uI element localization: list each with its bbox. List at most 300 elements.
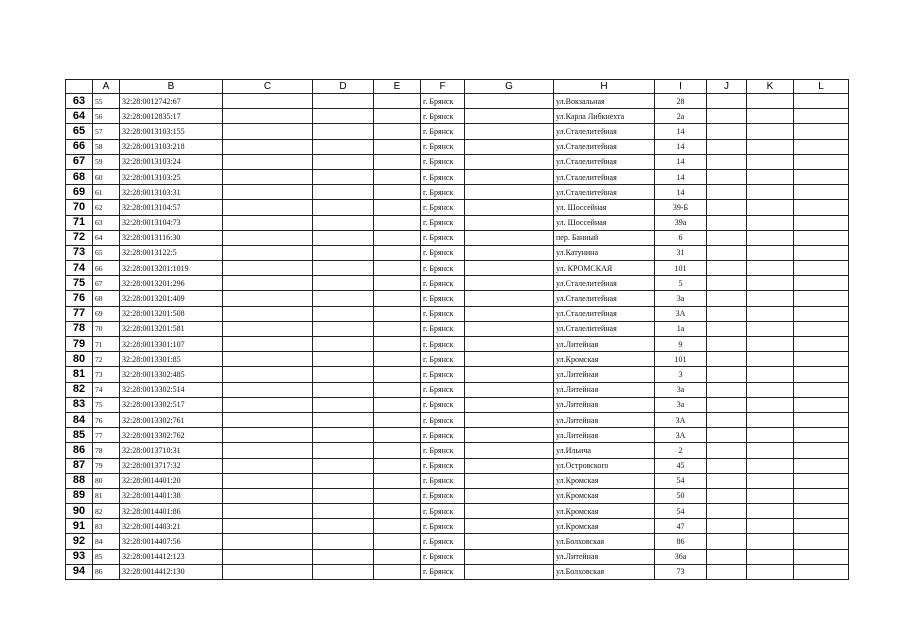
cell-d[interactable] <box>313 109 374 124</box>
cell-a[interactable]: 58 <box>93 139 120 154</box>
cell-b[interactable]: 32:28:0013301:107 <box>120 337 223 352</box>
cell-d[interactable] <box>313 261 374 276</box>
cell-c[interactable] <box>223 397 313 412</box>
cell-l[interactable] <box>794 519 849 534</box>
cell-b[interactable]: 32:28:0013103:25 <box>120 169 223 184</box>
cell-c[interactable] <box>223 488 313 503</box>
cell-f[interactable]: г. Брянск <box>421 397 465 412</box>
cell-h[interactable]: ул. КРОМСКАЯ <box>554 261 655 276</box>
cell-h[interactable]: ул.Литейная <box>554 337 655 352</box>
cell-f[interactable]: г. Брянск <box>421 337 465 352</box>
cell-g[interactable] <box>465 109 554 124</box>
cell-l[interactable] <box>794 139 849 154</box>
cell-g[interactable] <box>465 473 554 488</box>
cell-e[interactable] <box>374 382 421 397</box>
cell-l[interactable] <box>794 321 849 336</box>
cell-b[interactable]: 32:28:0013122:5 <box>120 245 223 260</box>
cell-a[interactable]: 67 <box>93 276 120 291</box>
cell-b[interactable]: 32:28:0013301:85 <box>120 352 223 367</box>
cell-h[interactable]: ул.Кромская <box>554 519 655 534</box>
cell-a[interactable]: 83 <box>93 519 120 534</box>
cell-i[interactable]: 14 <box>655 185 707 200</box>
cell-h[interactable]: ул.Катунина <box>554 245 655 260</box>
cell-b[interactable]: 32:28:0013116:30 <box>120 230 223 245</box>
cell-d[interactable] <box>313 428 374 443</box>
cell-k[interactable] <box>747 549 794 564</box>
cell-a[interactable]: 65 <box>93 245 120 260</box>
cell-l[interactable] <box>794 230 849 245</box>
cell-c[interactable] <box>223 139 313 154</box>
cell-f[interactable]: г. Брянск <box>421 549 465 564</box>
cell-e[interactable] <box>374 109 421 124</box>
row-number[interactable]: 72 <box>66 230 93 245</box>
cell-g[interactable] <box>465 169 554 184</box>
row-number[interactable]: 80 <box>66 352 93 367</box>
cell-c[interactable] <box>223 291 313 306</box>
cell-c[interactable] <box>223 412 313 427</box>
cell-f[interactable]: г. Брянск <box>421 473 465 488</box>
cell-g[interactable] <box>465 261 554 276</box>
cell-b[interactable]: 32:28:0014412:130 <box>120 564 223 579</box>
cell-k[interactable] <box>747 488 794 503</box>
cell-h[interactable]: ул. Шоссейная <box>554 200 655 215</box>
cell-e[interactable] <box>374 352 421 367</box>
cell-j[interactable] <box>707 185 747 200</box>
cell-g[interactable] <box>465 94 554 109</box>
cell-b[interactable]: 32:28:0013201:1019 <box>120 261 223 276</box>
cell-i[interactable]: 3А <box>655 412 707 427</box>
cell-i[interactable]: 6 <box>655 230 707 245</box>
cell-g[interactable] <box>465 504 554 519</box>
cell-b[interactable]: 32:28:0013717:32 <box>120 458 223 473</box>
row-number[interactable]: 73 <box>66 245 93 260</box>
cell-i[interactable]: 9 <box>655 337 707 352</box>
cell-e[interactable] <box>374 154 421 169</box>
cell-j[interactable] <box>707 564 747 579</box>
cell-b[interactable]: 32:28:0013201:409 <box>120 291 223 306</box>
cell-d[interactable] <box>313 200 374 215</box>
cell-j[interactable] <box>707 412 747 427</box>
cell-c[interactable] <box>223 154 313 169</box>
cell-h[interactable]: ул.Вокзальная <box>554 94 655 109</box>
cell-j[interactable] <box>707 200 747 215</box>
cell-a[interactable]: 74 <box>93 382 120 397</box>
cell-j[interactable] <box>707 519 747 534</box>
corner-header[interactable] <box>66 80 93 94</box>
cell-c[interactable] <box>223 534 313 549</box>
cell-c[interactable] <box>223 352 313 367</box>
cell-f[interactable]: г. Брянск <box>421 215 465 230</box>
cell-d[interactable] <box>313 321 374 336</box>
cell-j[interactable] <box>707 154 747 169</box>
column-header-c[interactable]: C <box>223 80 313 94</box>
cell-e[interactable] <box>374 94 421 109</box>
cell-g[interactable] <box>465 488 554 503</box>
cell-j[interactable] <box>707 291 747 306</box>
column-header-g[interactable]: G <box>465 80 554 94</box>
cell-d[interactable] <box>313 473 374 488</box>
cell-i[interactable]: 39а <box>655 215 707 230</box>
column-header-j[interactable]: J <box>707 80 747 94</box>
cell-g[interactable] <box>465 534 554 549</box>
cell-i[interactable]: 1а <box>655 321 707 336</box>
cell-f[interactable]: г. Брянск <box>421 458 465 473</box>
cell-i[interactable]: 3а <box>655 397 707 412</box>
cell-e[interactable] <box>374 276 421 291</box>
cell-c[interactable] <box>223 276 313 291</box>
cell-e[interactable] <box>374 291 421 306</box>
cell-c[interactable] <box>223 169 313 184</box>
cell-c[interactable] <box>223 564 313 579</box>
cell-i[interactable]: 45 <box>655 458 707 473</box>
cell-d[interactable] <box>313 185 374 200</box>
cell-f[interactable]: г. Брянск <box>421 504 465 519</box>
cell-a[interactable]: 73 <box>93 367 120 382</box>
cell-i[interactable]: 28 <box>655 94 707 109</box>
cell-a[interactable]: 60 <box>93 169 120 184</box>
row-number[interactable]: 78 <box>66 321 93 336</box>
cell-l[interactable] <box>794 291 849 306</box>
cell-h[interactable]: ул.Сталелитейная <box>554 321 655 336</box>
cell-f[interactable]: г. Брянск <box>421 428 465 443</box>
cell-b[interactable]: 32:28:0013302:514 <box>120 382 223 397</box>
cell-j[interactable] <box>707 382 747 397</box>
cell-j[interactable] <box>707 458 747 473</box>
cell-j[interactable] <box>707 245 747 260</box>
cell-i[interactable]: 2а <box>655 109 707 124</box>
cell-e[interactable] <box>374 519 421 534</box>
cell-c[interactable] <box>223 306 313 321</box>
cell-c[interactable] <box>223 109 313 124</box>
cell-b[interactable]: 32:28:0013201:508 <box>120 306 223 321</box>
cell-f[interactable]: г. Брянск <box>421 154 465 169</box>
column-header-i[interactable]: I <box>655 80 707 94</box>
row-number[interactable]: 74 <box>66 261 93 276</box>
row-number[interactable]: 92 <box>66 534 93 549</box>
cell-h[interactable]: ул.Сталелитейная <box>554 124 655 139</box>
cell-g[interactable] <box>465 245 554 260</box>
cell-f[interactable]: г. Брянск <box>421 352 465 367</box>
row-number[interactable]: 68 <box>66 169 93 184</box>
cell-i[interactable]: 36а <box>655 549 707 564</box>
cell-d[interactable] <box>313 443 374 458</box>
cell-h[interactable]: ул.Болховская <box>554 534 655 549</box>
cell-i[interactable]: 101 <box>655 352 707 367</box>
cell-j[interactable] <box>707 109 747 124</box>
cell-l[interactable] <box>794 428 849 443</box>
cell-a[interactable]: 72 <box>93 352 120 367</box>
cell-j[interactable] <box>707 337 747 352</box>
cell-h[interactable]: ул.Сталелитейная <box>554 154 655 169</box>
cell-l[interactable] <box>794 245 849 260</box>
cell-l[interactable] <box>794 306 849 321</box>
cell-j[interactable] <box>707 321 747 336</box>
cell-c[interactable] <box>223 549 313 564</box>
cell-d[interactable] <box>313 306 374 321</box>
cell-k[interactable] <box>747 412 794 427</box>
cell-k[interactable] <box>747 428 794 443</box>
cell-g[interactable] <box>465 291 554 306</box>
cell-i[interactable]: 2 <box>655 443 707 458</box>
cell-b[interactable]: 32:28:0013302:485 <box>120 367 223 382</box>
cell-f[interactable]: г. Брянск <box>421 564 465 579</box>
cell-h[interactable]: ул.Островского <box>554 458 655 473</box>
cell-g[interactable] <box>465 139 554 154</box>
cell-j[interactable] <box>707 306 747 321</box>
cell-c[interactable] <box>223 519 313 534</box>
column-header-e[interactable]: E <box>374 80 421 94</box>
cell-a[interactable]: 71 <box>93 337 120 352</box>
cell-j[interactable] <box>707 352 747 367</box>
cell-i[interactable]: 3а <box>655 291 707 306</box>
row-number[interactable]: 91 <box>66 519 93 534</box>
cell-a[interactable]: 55 <box>93 94 120 109</box>
cell-g[interactable] <box>465 549 554 564</box>
cell-b[interactable]: 32:28:0013302:517 <box>120 397 223 412</box>
cell-j[interactable] <box>707 443 747 458</box>
row-number[interactable]: 89 <box>66 488 93 503</box>
cell-g[interactable] <box>465 124 554 139</box>
cell-l[interactable] <box>794 352 849 367</box>
cell-e[interactable] <box>374 428 421 443</box>
row-number[interactable]: 76 <box>66 291 93 306</box>
cell-b[interactable]: 32:28:0013103:218 <box>120 139 223 154</box>
cell-c[interactable] <box>223 504 313 519</box>
cell-f[interactable]: г. Брянск <box>421 291 465 306</box>
cell-h[interactable]: ул.Карла Либкнехта <box>554 109 655 124</box>
cell-j[interactable] <box>707 215 747 230</box>
cell-k[interactable] <box>747 200 794 215</box>
cell-k[interactable] <box>747 94 794 109</box>
cell-d[interactable] <box>313 382 374 397</box>
cell-k[interactable] <box>747 534 794 549</box>
cell-e[interactable] <box>374 367 421 382</box>
cell-g[interactable] <box>465 185 554 200</box>
cell-b[interactable]: 32:28:0013302:762 <box>120 428 223 443</box>
cell-i[interactable]: 86 <box>655 534 707 549</box>
cell-d[interactable] <box>313 245 374 260</box>
cell-f[interactable]: г. Брянск <box>421 534 465 549</box>
cell-k[interactable] <box>747 473 794 488</box>
cell-h[interactable]: ул.Литейная <box>554 382 655 397</box>
cell-l[interactable] <box>794 534 849 549</box>
cell-i[interactable]: 47 <box>655 519 707 534</box>
cell-d[interactable] <box>313 504 374 519</box>
cell-k[interactable] <box>747 185 794 200</box>
cell-l[interactable] <box>794 382 849 397</box>
cell-k[interactable] <box>747 245 794 260</box>
cell-d[interactable] <box>313 169 374 184</box>
cell-a[interactable]: 59 <box>93 154 120 169</box>
cell-k[interactable] <box>747 261 794 276</box>
cell-j[interactable] <box>707 139 747 154</box>
cell-g[interactable] <box>465 367 554 382</box>
cell-b[interactable]: 32:28:0012835:17 <box>120 109 223 124</box>
cell-f[interactable]: г. Брянск <box>421 412 465 427</box>
cell-a[interactable]: 82 <box>93 504 120 519</box>
cell-d[interactable] <box>313 549 374 564</box>
row-number[interactable]: 71 <box>66 215 93 230</box>
cell-h[interactable]: ул.Сталелитейная <box>554 185 655 200</box>
cell-f[interactable]: г. Брянск <box>421 109 465 124</box>
cell-d[interactable] <box>313 352 374 367</box>
cell-c[interactable] <box>223 124 313 139</box>
cell-l[interactable] <box>794 337 849 352</box>
cell-a[interactable]: 81 <box>93 488 120 503</box>
cell-j[interactable] <box>707 488 747 503</box>
cell-c[interactable] <box>223 215 313 230</box>
cell-d[interactable] <box>313 458 374 473</box>
cell-c[interactable] <box>223 473 313 488</box>
cell-j[interactable] <box>707 534 747 549</box>
cell-b[interactable]: 32:28:0013710:31 <box>120 443 223 458</box>
cell-a[interactable]: 63 <box>93 215 120 230</box>
cell-e[interactable] <box>374 397 421 412</box>
cell-l[interactable] <box>794 154 849 169</box>
cell-h[interactable]: ул.Литейная <box>554 412 655 427</box>
cell-f[interactable]: г. Брянск <box>421 321 465 336</box>
cell-i[interactable]: 3А <box>655 428 707 443</box>
cell-l[interactable] <box>794 397 849 412</box>
cell-c[interactable] <box>223 443 313 458</box>
cell-b[interactable]: 32:28:0013104:57 <box>120 200 223 215</box>
cell-e[interactable] <box>374 321 421 336</box>
cell-f[interactable]: г. Брянск <box>421 185 465 200</box>
cell-d[interactable] <box>313 124 374 139</box>
cell-e[interactable] <box>374 337 421 352</box>
cell-h[interactable]: ул.Сталелитейная <box>554 169 655 184</box>
cell-d[interactable] <box>313 397 374 412</box>
cell-j[interactable] <box>707 169 747 184</box>
cell-c[interactable] <box>223 337 313 352</box>
cell-h[interactable]: ул.Литейная <box>554 549 655 564</box>
cell-l[interactable] <box>794 276 849 291</box>
cell-g[interactable] <box>465 154 554 169</box>
cell-e[interactable] <box>374 412 421 427</box>
cell-g[interactable] <box>465 215 554 230</box>
cell-f[interactable]: г. Брянск <box>421 169 465 184</box>
cell-l[interactable] <box>794 504 849 519</box>
cell-k[interactable] <box>747 306 794 321</box>
cell-c[interactable] <box>223 245 313 260</box>
cell-a[interactable]: 78 <box>93 443 120 458</box>
cell-c[interactable] <box>223 230 313 245</box>
cell-i[interactable]: 14 <box>655 154 707 169</box>
cell-h[interactable]: ул.Ильича <box>554 443 655 458</box>
row-number[interactable]: 86 <box>66 443 93 458</box>
cell-k[interactable] <box>747 109 794 124</box>
cell-i[interactable]: 31 <box>655 245 707 260</box>
cell-h[interactable]: ул.Сталелитейная <box>554 139 655 154</box>
cell-b[interactable]: 32:28:0013104:73 <box>120 215 223 230</box>
cell-k[interactable] <box>747 352 794 367</box>
cell-e[interactable] <box>374 230 421 245</box>
cell-j[interactable] <box>707 397 747 412</box>
cell-b[interactable]: 32:28:0014401:86 <box>120 504 223 519</box>
cell-g[interactable] <box>465 306 554 321</box>
cell-b[interactable]: 32:28:0013201:581 <box>120 321 223 336</box>
cell-l[interactable] <box>794 473 849 488</box>
row-number[interactable]: 81 <box>66 367 93 382</box>
cell-h[interactable]: ул.Кромская <box>554 352 655 367</box>
cell-d[interactable] <box>313 139 374 154</box>
cell-d[interactable] <box>313 230 374 245</box>
row-number[interactable]: 66 <box>66 139 93 154</box>
cell-d[interactable] <box>313 412 374 427</box>
cell-b[interactable]: 32:28:0013201:296 <box>120 276 223 291</box>
cell-e[interactable] <box>374 488 421 503</box>
cell-i[interactable]: 3а <box>655 382 707 397</box>
cell-a[interactable]: 64 <box>93 230 120 245</box>
cell-e[interactable] <box>374 473 421 488</box>
column-header-d[interactable]: D <box>313 80 374 94</box>
row-number[interactable]: 93 <box>66 549 93 564</box>
cell-k[interactable] <box>747 382 794 397</box>
cell-k[interactable] <box>747 321 794 336</box>
cell-j[interactable] <box>707 428 747 443</box>
cell-g[interactable] <box>465 337 554 352</box>
cell-a[interactable]: 66 <box>93 261 120 276</box>
cell-i[interactable]: 50 <box>655 488 707 503</box>
cell-g[interactable] <box>465 519 554 534</box>
cell-f[interactable]: г. Брянск <box>421 488 465 503</box>
row-number[interactable]: 79 <box>66 337 93 352</box>
cell-j[interactable] <box>707 367 747 382</box>
cell-b[interactable]: 32:28:0013103:31 <box>120 185 223 200</box>
cell-l[interactable] <box>794 549 849 564</box>
cell-d[interactable] <box>313 337 374 352</box>
cell-a[interactable]: 62 <box>93 200 120 215</box>
cell-f[interactable]: г. Брянск <box>421 261 465 276</box>
cell-k[interactable] <box>747 564 794 579</box>
cell-k[interactable] <box>747 443 794 458</box>
cell-k[interactable] <box>747 504 794 519</box>
cell-e[interactable] <box>374 306 421 321</box>
cell-b[interactable]: 32:28:0014401:20 <box>120 473 223 488</box>
cell-j[interactable] <box>707 473 747 488</box>
row-number[interactable]: 67 <box>66 154 93 169</box>
cell-e[interactable] <box>374 169 421 184</box>
cell-c[interactable] <box>223 185 313 200</box>
row-number[interactable]: 85 <box>66 428 93 443</box>
cell-l[interactable] <box>794 169 849 184</box>
cell-g[interactable] <box>465 352 554 367</box>
cell-c[interactable] <box>223 428 313 443</box>
cell-e[interactable] <box>374 534 421 549</box>
cell-e[interactable] <box>374 185 421 200</box>
row-number[interactable]: 70 <box>66 200 93 215</box>
row-number[interactable]: 65 <box>66 124 93 139</box>
column-header-l[interactable]: L <box>794 80 849 94</box>
cell-l[interactable] <box>794 215 849 230</box>
cell-k[interactable] <box>747 337 794 352</box>
cell-l[interactable] <box>794 94 849 109</box>
cell-i[interactable]: 14 <box>655 124 707 139</box>
row-number[interactable]: 90 <box>66 504 93 519</box>
cell-a[interactable]: 61 <box>93 185 120 200</box>
cell-g[interactable] <box>465 412 554 427</box>
cell-h[interactable]: ул.Сталелитейная <box>554 306 655 321</box>
cell-f[interactable]: г. Брянск <box>421 382 465 397</box>
cell-g[interactable] <box>465 276 554 291</box>
cell-i[interactable]: 101 <box>655 261 707 276</box>
cell-h[interactable]: ул.Сталелитейная <box>554 276 655 291</box>
cell-a[interactable]: 79 <box>93 458 120 473</box>
cell-l[interactable] <box>794 443 849 458</box>
cell-h[interactable]: ул.Кромская <box>554 504 655 519</box>
column-header-b[interactable]: B <box>120 80 223 94</box>
cell-a[interactable]: 76 <box>93 412 120 427</box>
